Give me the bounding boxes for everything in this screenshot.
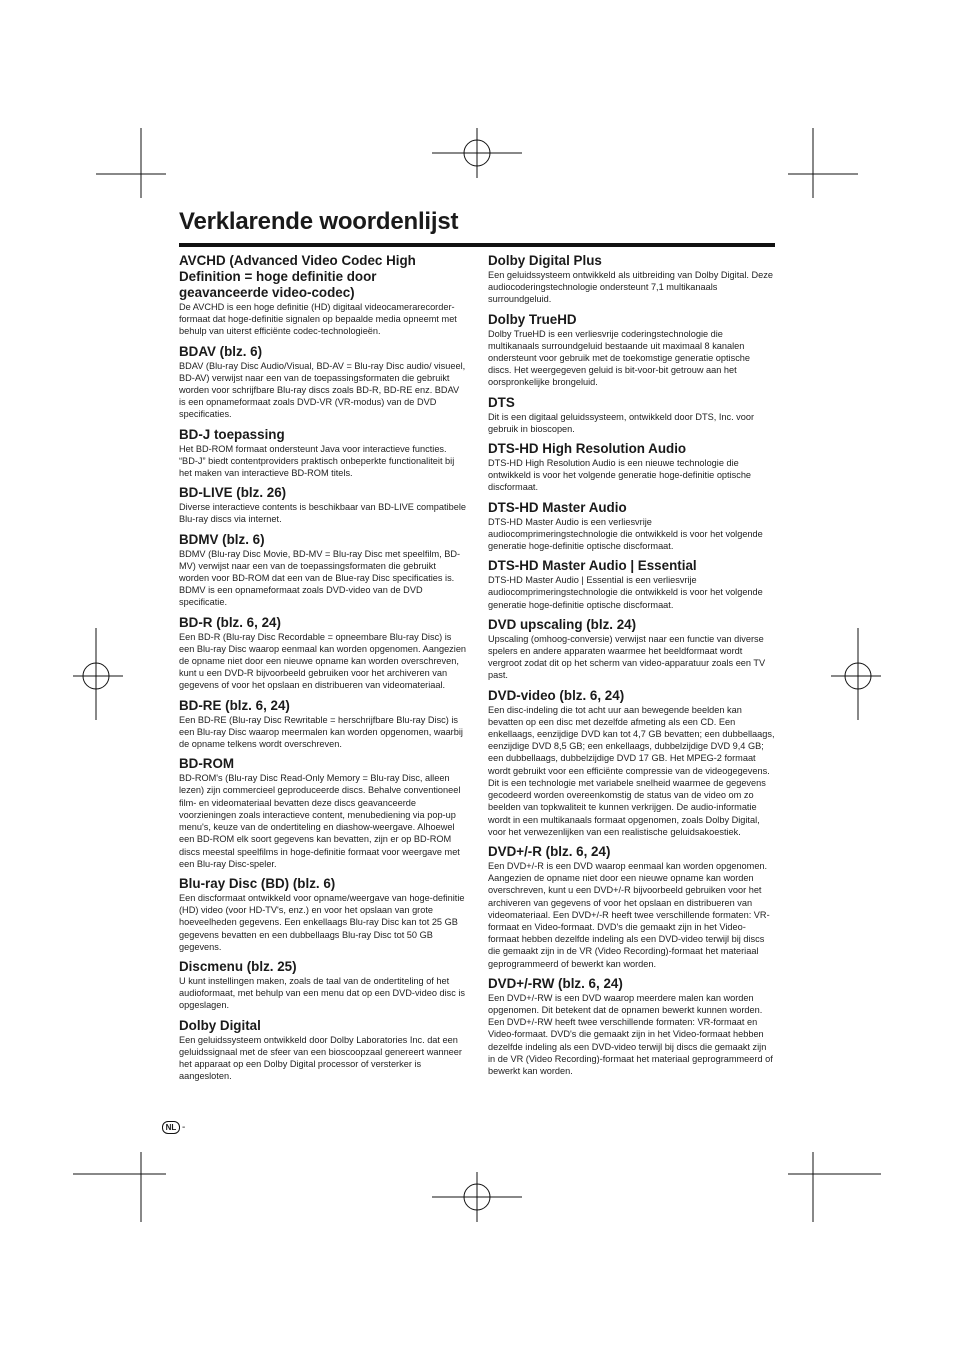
- term-heading: BDAV (blz. 6): [179, 343, 263, 359]
- term-heading: DTS-HD Master Audio: [488, 499, 627, 515]
- term-heading: DTS-HD Master Audio | Essential: [488, 558, 697, 574]
- term-definition: DTS-HD Master Audio is een verliesvrije audiocomprimeringstechnologie die ontwikkeld is voor het volgende generatie hoge-definitie optische discformaat.: [488, 516, 763, 552]
- glossary-entry-bd-re: [179, 698, 467, 751]
- glossary-entry-avchd: [179, 253, 467, 338]
- page-title: Verklarende woordenlijst: [179, 208, 459, 235]
- term-definition: Een disc-indeling die tot acht uur aan bewegende beelden kan bevatten op een disc met dezelfde afmeting als een CD. Een enkellaags, eenzijdige DVD kan tot 4,7 GB bevatten; een dubbellaags, eenzijdige DVD 8,5 GB; een enkellaags, dubbelzijdige DVD 9,4 GB; een dubbellaags, dubbelzijdige DVD 17 GB. Het MPEG-2 formaat wordt gebruikt voor een efficiënte compressie van de videogegevens. Dit is een technologie met variabele snelheid waarmee de gegevens gecodeerd worden overeenkomstig de status van de video om zo beelden van topkwaliteit te kunnen verkrijgen. De audio-informatie wordt in een multikanaals formaat opgenomen, zoals Dolby Digital, voor het verwezenlijken van een realistische geluidsakoestiek.: [488, 704, 775, 837]
- term-definition: Dit is een digitaal geluidssysteem, ontwikkeld door DTS, Inc. voor gebruik in bioscopen.: [488, 411, 755, 434]
- glossary-entry-bd-j: [179, 427, 467, 480]
- glossary-entry-dvd-r: [488, 844, 776, 970]
- glossary-entry-dolby-digital-plus: [488, 253, 776, 306]
- term-heading: BDMV (blz. 6): [179, 531, 265, 547]
- glossary-right-column: [488, 253, 776, 1083]
- term-definition: Dolby TrueHD is een verliesvrije coderingstechnologie die multikanaals surroundgeluid bestaande uit maximaal 8 kanalen ondersteunt voor gebruik met de toekomstige generatie optische discs. Het weergegeven geluid is bit-voor-bit getrouw aan het oorspronkelijke brongeluid.: [488, 328, 751, 388]
- glossary-entry-bd-r: [179, 615, 467, 692]
- term-definition: DTS-HD High Resolution Audio is een nieuwe technologie die ontwikkeld is voor het volgende generatie hoge-definitie optische discformaat.: [488, 458, 752, 493]
- term-heading: DVD upscaling (blz. 24): [488, 616, 637, 632]
- term-definition: Een DVD+/-R is een DVD waarop eenmaal kan worden opgenomen. Aangezien de opname niet door een nieuwe opname kan worden overschreven, kunt u een DVD+/-R bijvoorbeeld gebruiken voor het archiveren van gegevens of voor het opslaan en distribueren van videomateriaal. Een DVD+/-R heeft twee verschillende formaten: VR-formaat en Video-formaat. DVD's die gemaakt zijn in het Video-formaat hebben dezelfde indeling als een DVD-video terwijl bij discs die gemaakt zijn in de VR (Video Recording)-formaat het materiaal geprogrammeerd of bewerkt kan worden.: [488, 860, 770, 969]
- term-definition: Een discformaat ontwikkeld voor opname/weergave van hoge-definitie (HD) video (voor HD-TV's, enz.) en voor het opslaan van grote hoeveelheden gegevens. Een enkellaags Blu-ray Disc kan tot 25 GB gegevens bevatten en een dubbellaags Blu-ray Disc tot 50 GB gegevens.: [179, 892, 465, 952]
- language-badge: NL: [162, 1121, 180, 1134]
- title-rule: [179, 243, 775, 247]
- term-heading: BD-J toepassing: [179, 426, 285, 442]
- term-heading: BD-ROM: [179, 756, 235, 772]
- term-heading: Dolby TrueHD: [488, 311, 577, 327]
- glossary-entry-discmenu: [179, 959, 467, 1012]
- glossary-entry-blu-ray-disc: [179, 876, 467, 953]
- term-heading: Blu-ray Disc (BD) (blz. 6): [179, 875, 336, 891]
- term-heading: DVD-video (blz. 6, 24): [488, 687, 625, 703]
- term-definition: Een geluidssysteem ontwikkeld als uitbreiding van Dolby Digital. Deze audiocoderingstechnologie ondersteunt 7,1 multikanaals surroundgeluid.: [488, 270, 773, 305]
- term-heading: BD-RE (blz. 6, 24): [179, 697, 290, 713]
- term-definition: Het BD-ROM formaat ondersteunt Java voor interactieve functies. “BD-J” biedt contentproviders praktisch onbeperkte functionaliteit bij het maken van interactieve BD-ROM titels.: [179, 443, 455, 479]
- term-heading: DTS: [488, 394, 515, 410]
- term-definition: U kunt instellingen maken, zoals de taal van de ondertiteling of het audioformaat, met behulp van een menu dat op een DVD-video disc is opgeslagen.: [179, 975, 466, 1011]
- glossary-entry-dts-hd-ma-essential: [488, 558, 776, 611]
- term-heading: BD-LIVE (blz. 26): [179, 485, 287, 501]
- term-definition: Diverse interactieve contents is beschikbaar van BD-LIVE compatibele Blu-ray discs via internet.: [179, 502, 466, 525]
- glossary-entry-dts-hd-ma: [488, 500, 776, 553]
- glossary-entry-dts-hd-hra: [488, 441, 776, 494]
- page-footer: [162, 1121, 185, 1134]
- glossary-entry-dvd-rw: [488, 976, 776, 1077]
- term-definition: DTS-HD Master Audio | Essential is een verliesvrije audiocomprimeringstechnologie die ontwikkeld is voor het volgende generatie hoge-definitie optische discformaat.: [488, 575, 763, 610]
- term-definition: Een BD-R (Blu-ray Disc Recordable = opneembare Blu-ray Disc) is een Blu-ray Disc waarop eenmaal kan worden opgenomen. Aangezien de opname niet door een nieuwe opname kan worden overschreven, kunt u een DVD-R bijvoorbeeld gebruiken voor het archiveren van gegevens of voor het opslaan en distribueren van videomateriaal.: [179, 631, 467, 691]
- glossary-left-column: [179, 253, 467, 1088]
- glossary-entry-dolby-digital: [179, 1018, 467, 1083]
- term-heading: Dolby Digital: [179, 1017, 261, 1033]
- page-number-suffix: -: [182, 1122, 186, 1133]
- glossary-entry-dolby-truehd: [488, 312, 776, 389]
- term-heading: DVD+/-RW (blz. 6, 24): [488, 975, 623, 991]
- term-definition: Een BD-RE (Blu-ray Disc Rewritable = herschrijfbare Blu-ray Disc) is een Blu-ray Disc waarop meermalen kan worden opgenomen, waarbij de opname telkens wordt overschreven.: [179, 714, 463, 750]
- glossary-entry-dvd-video: [488, 688, 776, 838]
- term-heading: BD-R (blz. 6, 24): [179, 614, 281, 630]
- term-heading: DVD+/-R (blz. 6, 24): [488, 843, 611, 859]
- glossary-entry-bdmv: [179, 532, 467, 609]
- term-definition: BDAV (Blu-ray Disc Audio/Visual, BD-AV = Blu-ray Disc audio/ visueel, BD-AV) verwijst naar een van de toepassingsformaten die gebruikt worden voor schrijfbare Blu-ray discs zoals BD-R, BD-RE enz. BDAV is een opnameformaat zoals DVD-VR (VR-modus) van de DVD specificaties.: [179, 360, 466, 420]
- term-heading: Dolby Digital Plus: [488, 253, 602, 268]
- glossary-entry-bd-rom: [179, 756, 467, 870]
- term-definition: Een DVD+/-RW is een DVD waarop meerdere malen kan worden opgenomen. Dit betekent dat de opnamen bewerkt kunnen worden. Een DVD+/-RW heeft twee verschillende formaten: VR-formaat en Video-formaat. DVD's die gemaakt zijn in het Video-formaat hebben dezelfde indeling als een DVD-video terwijl bij discs die gemaakt zijn in de VR (Video Recording)-formaat het materiaal geprogrammeerd of bewerkt kan worden.: [488, 992, 773, 1076]
- term-definition: BDMV (Blu-ray Disc Movie, BD-MV = Blu-ray Disc met speelfilm, BD-MV) verwijst naar een van de toepassingsformaten die gebruikt worden voor BD-ROM dat een van de Blue-ray Disc specificaties is. BDMV is een opnameformaat zoals DVD-video van de DVD specificatie.: [179, 548, 461, 608]
- glossary-entry-dvd-upscaling: [488, 617, 776, 682]
- term-definition: Upscaling (omhoog-conversie) verwijst naar een functie van diverse spelers en andere apparaten waarmee het beeldformaat wordt vergroot zodat dit op het scherm van video-apparatuur zoals een TV past.: [488, 633, 766, 681]
- term-heading: Discmenu (blz. 25): [179, 958, 297, 974]
- term-heading: AVCHD (Advanced Video Codec High Definition = hoge definitie door geavanceerde video-codec): [179, 253, 416, 300]
- term-heading: DTS-HD High Resolution Audio: [488, 441, 687, 457]
- term-definition: De AVCHD is een hoge definitie (HD) digitaal videocamerarecorder-formaat dat hoge-definitie signalen op bepaalde media opneemt met behulp van uiterst efficiënte codec-technologieën.: [179, 302, 457, 337]
- term-definition: BD-ROM's (Blu-ray Disc Read-Only Memory = Blu-ray Disc, alleen lezen) zijn commercieel geproduceerde discs. Behalve conventioneel film- en videomateriaal bevatten deze discs geavanceerde voorzieningen zoals interactieve content, menubediening via pop-up menu's, keuze van de ondertiteling en diashow-weergave. Alhoewel een BD-ROM elk soort gegevens kan bevatten, zijn er op BD-ROM discs meestal speelfilms in hoge-definitie formaat voor weergave met een Blu-ray Disc-speler.: [179, 773, 461, 869]
- glossary-entry-dts: [488, 395, 776, 435]
- glossary-entry-bd-live: [179, 485, 467, 525]
- term-definition: Een geluidssysteem ontwikkeld door Dolby Laboratories Inc. dat een geluidssignaal met de sfeer van een bioscoopzaal genereert wanneer het apparaat op een Dolby Digital processor of versterker is aangesloten.: [179, 1034, 462, 1082]
- glossary-entry-bdav: [179, 344, 467, 421]
